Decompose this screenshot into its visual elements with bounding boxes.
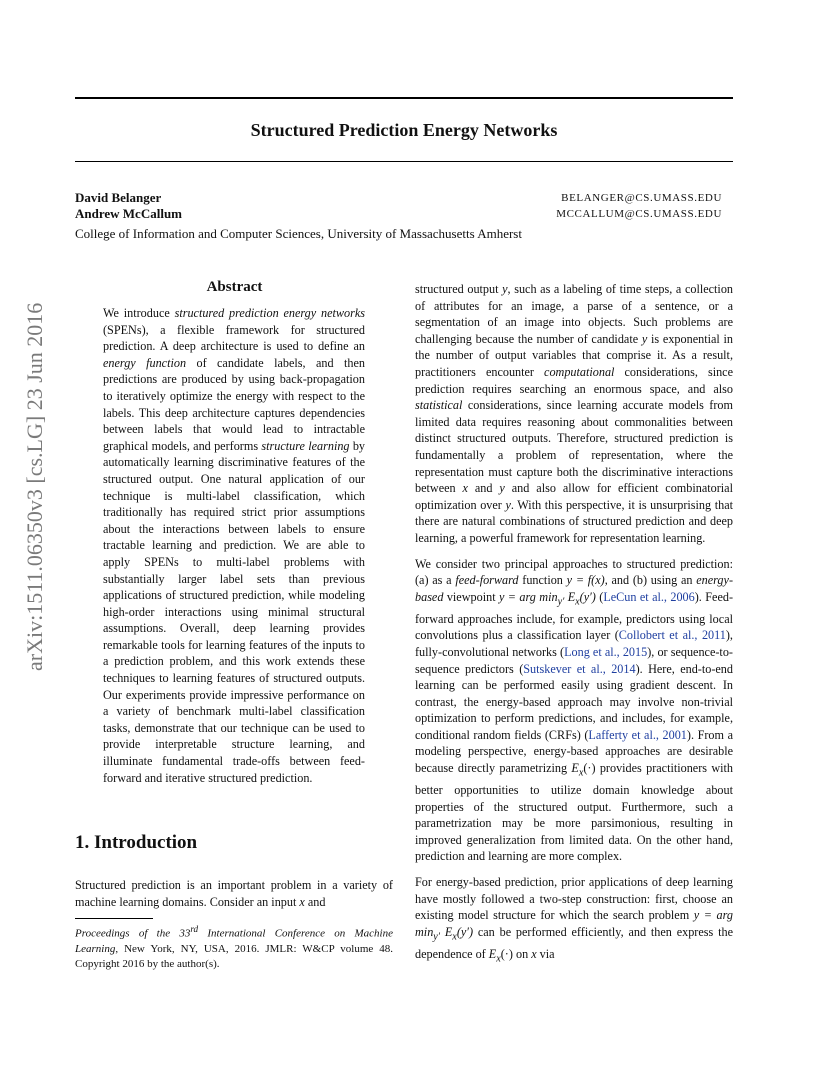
footnote-rule	[75, 918, 153, 919]
citation-link[interactable]: Collobert et al., 2011	[618, 628, 726, 643]
affiliation: College of Information and Computer Sciences, University of Massachusetts Amherst	[75, 226, 522, 241]
arxiv-identifier: arXiv:1511.06350v3 [cs.LG] 23 Jun 2016	[22, 302, 47, 671]
paragraph: We consider two principal approaches to structured prediction: (a) as a feed-forward function y = f(x), and (b) using an energy-based viewpoint y = arg $\min_{y'} E_x(y')$ (LeCun et al., 2006). Feed-forward approaches include, for example, predictors using local convolutions plus a classification layer (Collobert et al., 2011), fully-convolutional networks (Long et al., 2015), or sequence-to-sequence predictors (Sutskever et al., 2014). Here, end-to-end learning can be performed easily using gradient descent. In contrast, the energy-based approach may involve non-trivial optimization to perform predictions, and includes, for example, conditional random fields (CRFs) (Lafferty et al., 2001). From a modeling perspective, energy-based approaches are desirable because directly parametrizing $E_x(\cdot)$ provides practitioners with better opportunities to utilize domain knowledge about properties of the structured output. Furthermore, such a parametrization may be more parsimonious, resulting in improved generalization from limited data. On the other hand, prediction and learning are more complex.	[415, 556, 733, 864]
introduction-text: Structured prediction is an important problem in a variety of machine learning domains. Consider an input x and	[75, 878, 393, 909]
abstract-heading: Abstract	[206, 279, 263, 295]
author-email: MCCALLUM@CS.UMASS.EDU	[556, 208, 722, 220]
citation-link[interactable]: Lafferty et al., 2001	[588, 727, 687, 742]
paragraph: structured output y, such as a labeling of time steps, a collection of attributes for an image, a parse of a sentence, or a segmentation of an image into objects. Such problems are challenging because the number of candidate y is exponential in the number of output variables that comprise it. As a result, practitioners encounter computational considerations, since prediction requires searching an enormous space, and also statistical considerations, since learning accurate models from limited data requires reasoning about commonalities between distinct structured outputs. Therefore, structured prediction is fundamentally a problem of representation, where the representation must capture both the discriminative interactions between x and y and also allow for efficient combinatorial optimization over y. With this perspective, it is unsurprising that there are natural combinations of structured prediction and deep learning, a powerful framework for representation learning.	[415, 282, 734, 545]
section-heading-introduction: 1. Introduction	[75, 832, 198, 853]
paper-title: Structured Prediction Energy Networks	[250, 120, 558, 140]
author-name: Andrew McCallum	[75, 206, 183, 221]
citation-link[interactable]: Sutskever et al., 2014	[523, 661, 636, 676]
abstract-body: We introduce structured prediction energy networks (SPENs), a flexible framework for structured prediction. A deep architecture is used to define an energy function of candidate labels, and then predictions are produced by using back-propagation to iteratively optimize the energy with respect to the labels. This deep architecture captures dependencies between labels that would lead to intractable graphical models, and performs structure learning by automatically learning discriminative features of the structured output. One natural application of our technique is multi-label classification, which traditionally has required strict prior assumptions about the interactions between labels to ensure tractable learning and prediction. We are able to apply SPENs to multi-label problems with substantially larger label sets than previous applications of structured prediction, while modeling high-order interactions using minimal structural assumptions. Overall, deep learning provides remarkable tools for learning features of the inputs to a prediction problem, and this work extends these techniques to learning features of structured outputs. Our experiments provide impressive performance on a variety of benchmark multi-label classification tasks, demonstrate that our technique can be used to provide interpretable structure learning, and illuminate fundamental trade-offs between feed-forward and iterative structured prediction.	[103, 306, 366, 785]
author-name: David Belanger	[75, 190, 162, 205]
author-email: BELANGER@CS.UMASS.EDU	[561, 192, 722, 204]
citation-link[interactable]: LeCun et al., 2006	[603, 589, 695, 604]
paragraph: For energy-based prediction, prior applications of deep learning have mostly followed a two-step construction: first, choose an existing model structure for which the search problem y = arg $\min_{y'} E_x(y')$ can be performed efficiently, and then express the dependence of $E_x(\cdot)$ on x via	[415, 875, 733, 965]
citation-link[interactable]: Long et al., 2015	[564, 644, 648, 659]
title-rule-top	[75, 97, 733, 99]
title-rule-bottom	[75, 161, 733, 162]
right-column	[415, 281, 733, 977]
proceedings-footnote: Proceedings of the 33rd International Conference on Machine Learning, New York, NY, USA, 2016. JMLR: W&CP volume 48. Copyright 2016 by the author(s).	[75, 924, 393, 970]
